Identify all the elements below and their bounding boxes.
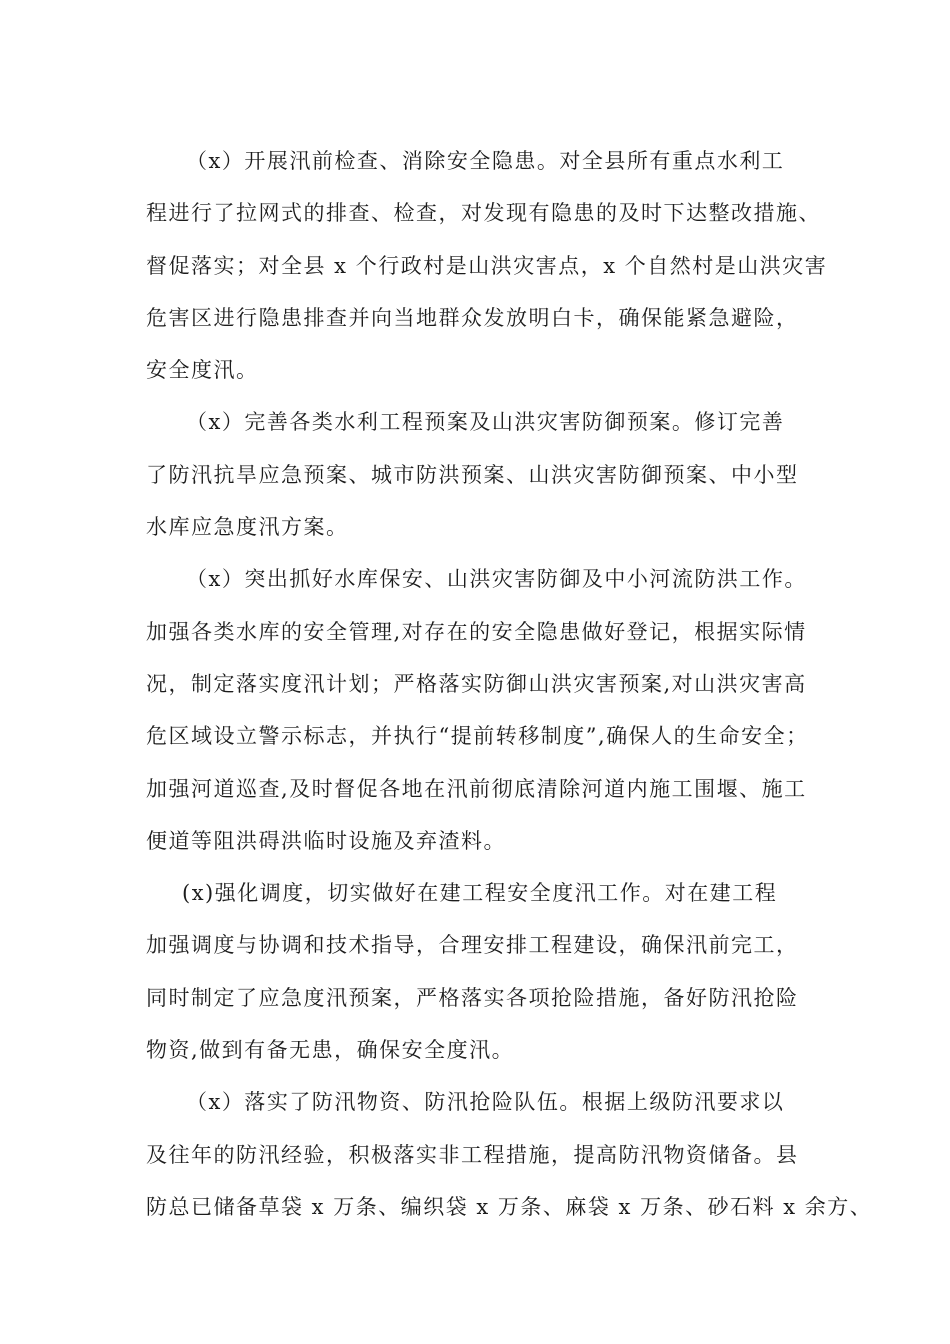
paragraph-line: 况，制定落实度汛计划；严格落实防御山洪灾害预案,对山洪灾害高 [146, 671, 807, 696]
paragraph-line: （x）开展汛前检查、消除安全隐患。对全县所有重点水利工 [186, 149, 785, 173]
paragraph-line: 了防汛抗旱应急预案、城市防洪预案、山洪灾害防御预案、中小型 [146, 462, 799, 487]
paragraph-line: 督促落实；对全县 x 个行政村是山洪灾害点，x 个自然村是山洪灾害 [146, 253, 828, 278]
paragraph-line: 安全度汛。 [146, 358, 259, 383]
document-body [146, 135, 873, 1233]
paragraph-line: 水库应急度汛方案。 [146, 515, 349, 540]
paragraph-reservoir-safety [146, 553, 826, 867]
paragraph-line: 及往年的防汛经验，积极落实非工程措施，提高防汛物资储备。县 [146, 1142, 799, 1167]
paragraph-line: 物资,做到有备无患，确保安全度汛。 [146, 1038, 515, 1063]
paragraph-line: 加强各类水库的安全管理,对存在的安全隐患做好登记，根据实际情 [146, 619, 807, 644]
paragraph-line: （x）突出抓好水库保安、山洪灾害防御及中小河流防洪工作。 [186, 567, 807, 592]
paragraph-line: 便道等阻洪碍洪临时设施及弃渣料。 [146, 828, 506, 853]
paragraph-line: （x）落实了防汛物资、防汛抢险队伍。根据上级防汛要求以 [186, 1090, 785, 1115]
paragraph-line: 程进行了拉网式的排查、检查，对发现有隐患的及时下达整改措施、 [146, 201, 821, 226]
paragraph-line: 危害区进行隐患排查并向当地群众发放明白卡，确保能紧急避险， [146, 305, 799, 330]
paragraph-line: (x)强化调度，切实做好在建工程安全度汛工作。对在建工程 [182, 881, 778, 906]
paragraph-construction-dispatch [146, 867, 826, 1076]
paragraph-line: 加强调度与协调和技术指导，合理安排工程建设，确保汛前完工， [146, 933, 799, 958]
paragraph-line: 防总已储备草袋 x 万条、编织袋 x 万条、麻袋 x 万条、砂石料 x 余方、 [146, 1194, 873, 1219]
paragraph-line: 同时制定了应急度汛预案，严格落实各项抢险措施，备好防汛抢险 [146, 985, 799, 1010]
paragraph-line: （x）完善各类水利工程预案及山洪灾害防御预案。修订完善 [186, 410, 785, 435]
paragraph-flood-supplies [146, 1076, 873, 1233]
paragraph-flood-inspection [146, 135, 826, 396]
paragraph-emergency-plans [146, 396, 826, 553]
paragraph-line: 加强河道巡查,及时督促各地在汛前彻底清除河道内施工围堰、施工 [146, 776, 807, 801]
paragraph-line: 危区域设立警示标志，并执行“提前转移制度”,确保人的生命安全； [146, 724, 809, 749]
